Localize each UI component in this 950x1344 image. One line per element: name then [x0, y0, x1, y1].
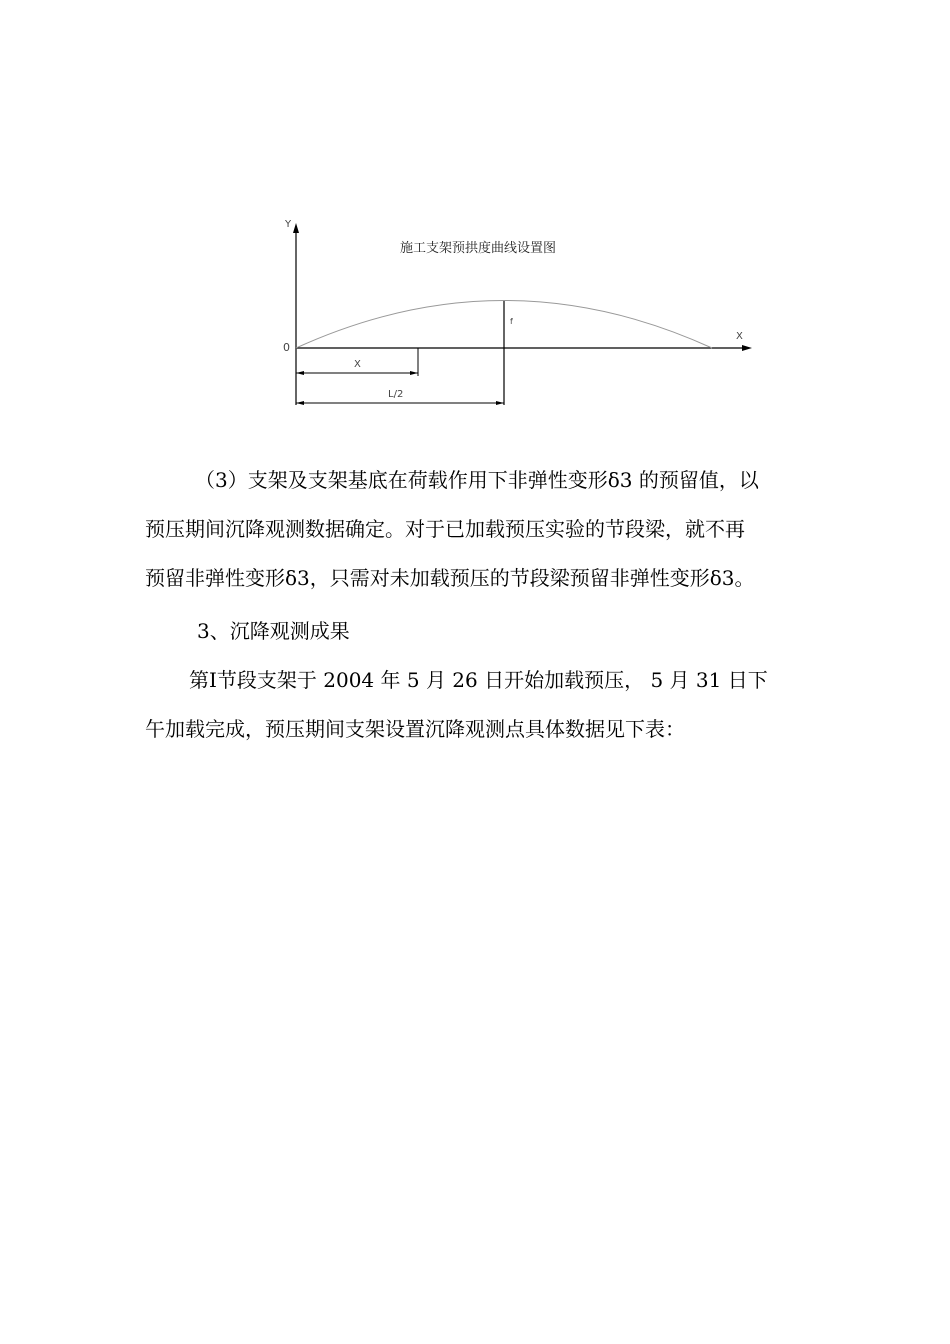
y-axis-arrow — [293, 223, 299, 233]
l2-dim-arrow-left — [296, 401, 304, 405]
x-axis-label: X — [736, 331, 743, 342]
x-dim-arrow-left — [296, 371, 304, 375]
section-heading — [145, 607, 825, 656]
origin-label: 0 — [283, 341, 290, 354]
paragraph-deformation — [145, 456, 825, 603]
paragraph-line: 第Ⅰ节段支架于 2004 年 5 月 26 日开始加载预压， 5 月 31 日下 — [189, 668, 768, 692]
paragraph-line: （3）支架及支架基底在荷载作用下非弹性变形δ3 的预留值，以 — [195, 468, 759, 492]
paragraph-line: 午加载完成，预压期间支架设置沉降观测点具体数据见下表： — [145, 717, 685, 741]
section-heading-text: 3、沉降观测成果 — [197, 619, 350, 643]
x-dim-arrow-right — [410, 371, 418, 375]
x-dimension-label: X — [354, 359, 361, 370]
peak-mark: f — [510, 317, 513, 326]
paragraph-line: 预压期间沉降观测数据确定。对于已加载预压实验的节段梁，就不再 — [145, 517, 745, 541]
half-span-label: L/2 — [388, 389, 404, 400]
paragraph-line: 预留非弹性变形δ3，只需对未加载预压的节段梁预留非弹性变形δ3。 — [145, 566, 755, 590]
paragraph-result — [145, 656, 825, 754]
l2-dim-arrow-right — [496, 401, 504, 405]
x-axis-arrow — [742, 345, 752, 351]
y-axis-label: Y — [285, 219, 292, 230]
figure-title: 施工支架预拱度曲线设置图 — [400, 241, 557, 256]
camber-curve-figure — [270, 215, 770, 415]
